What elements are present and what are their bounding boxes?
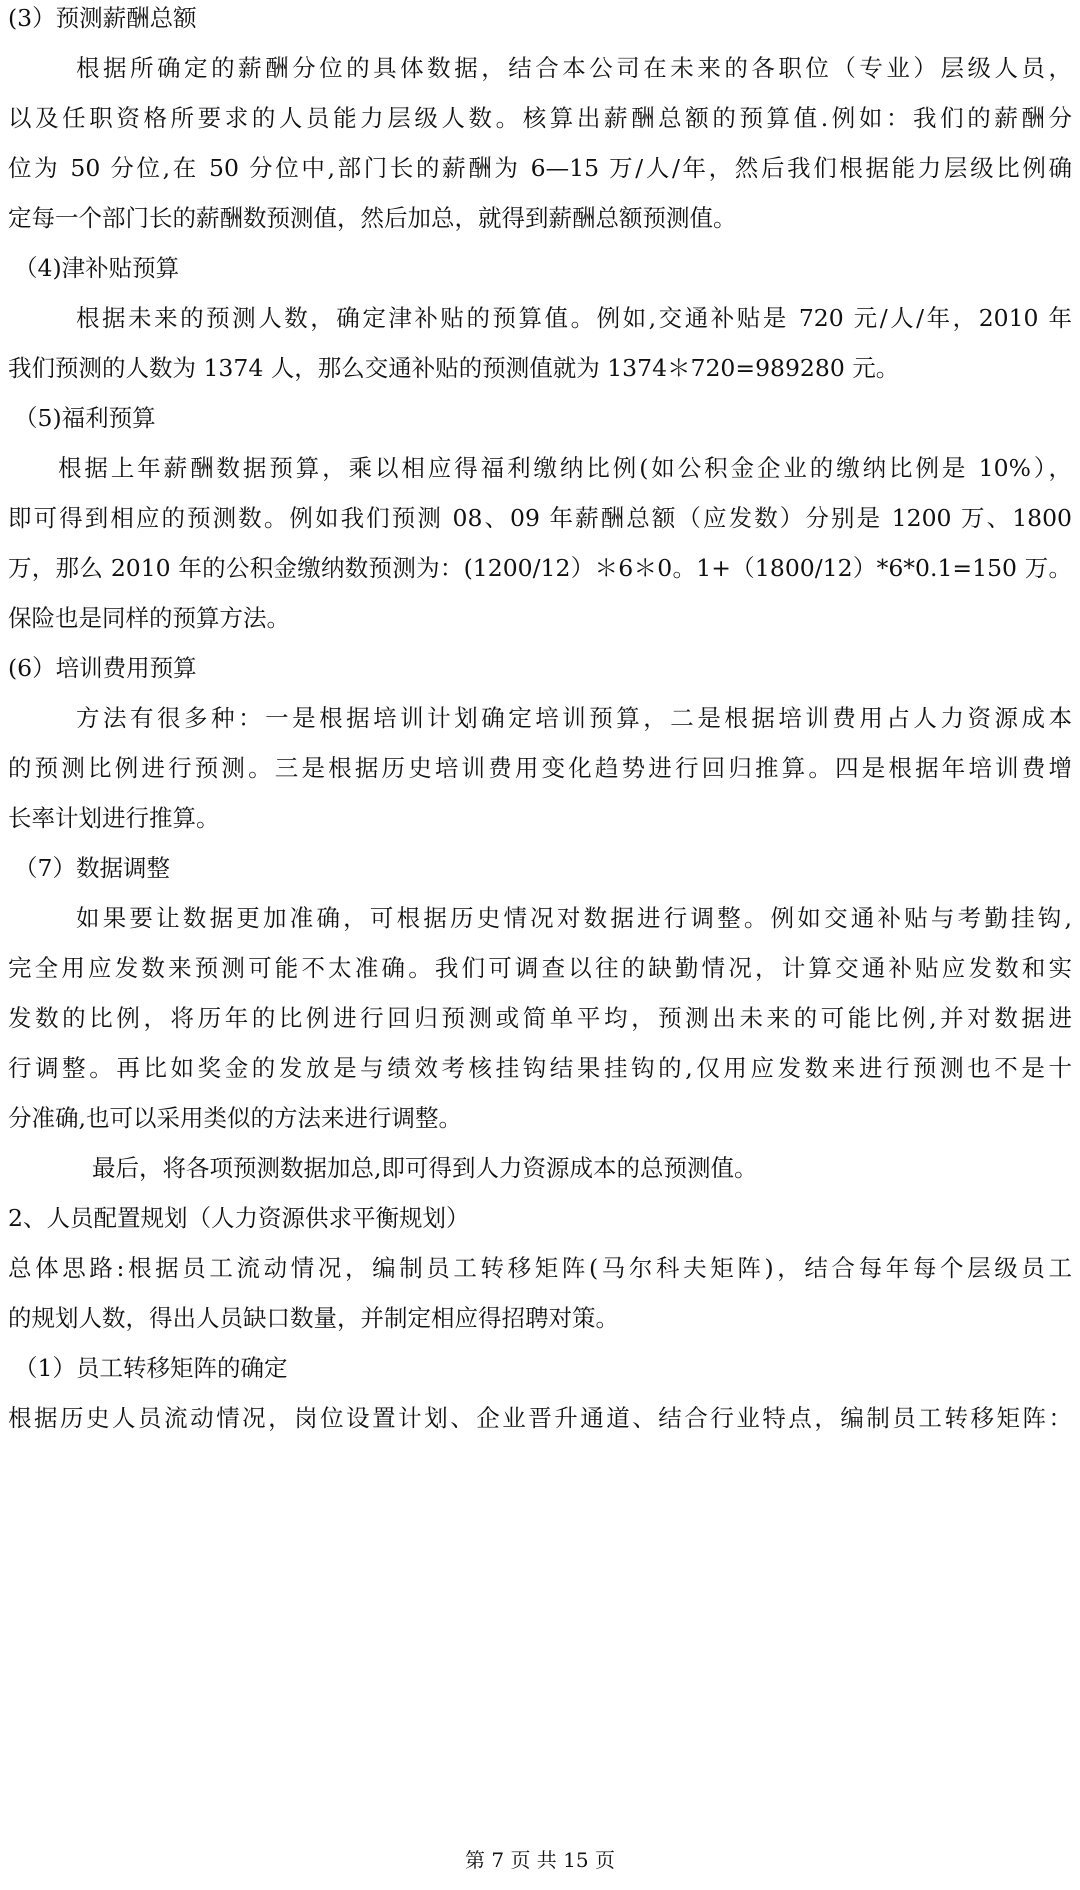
paragraph-line: 完全用应发数来预测可能不太准确。我们可调查以往的缺勤情况，计算交通补贴应发数和实 <box>8 954 1072 982</box>
paragraph-line: 位为 50 分位,在 50 分位中,部门长的薪酬为 6—15 万/人/年，然后我们根据能力层级比例确 <box>8 154 1072 182</box>
paragraph-line: 分准确,也可以采用类似的方法来进行调整。 <box>8 1104 462 1132</box>
paragraph-line: 根据未来的预测人数，确定津补贴的预算值。例如,交通补贴是 720 元/人/年，2010 年 <box>76 304 1072 332</box>
heading-training-budget: (6）培训费用预算 <box>8 654 197 682</box>
paragraph-line: 以及任职资格所要求的人员能力层级人数。核算出薪酬总额的预算值.例如：我们的薪酬分 <box>8 104 1072 132</box>
paragraph-line: 行调整。再比如奖金的发放是与绩效考核挂钩结果挂钩的,仅用应发数来进行预测也不是十 <box>8 1054 1072 1082</box>
heading-allowance-budget: （4)津补贴预算 <box>14 254 180 282</box>
paragraph-line: 定每一个部门长的薪酬数预测值，然后加总，就得到薪酬总额预测值。 <box>8 204 737 232</box>
paragraph-line: 万，那么 2010 年的公积金缴纳数预测为：(1200/12）＊6＊0。1+（1800/12）*6*0.1=150 万。 <box>8 554 1072 582</box>
paragraph-line: 根据上年薪酬数据预算，乘以相应得福利缴纳比例(如公积金企业的缴纳比例是 10%）， <box>58 454 1072 482</box>
heading-data-adjustment: （7）数据调整 <box>14 854 170 882</box>
heading-salary-total: (3）预测薪酬总额 <box>8 4 197 32</box>
heading-staffing-plan: 2、人员配置规划（人力资源供求平衡规划） <box>8 1204 470 1232</box>
paragraph-line: 我们预测的人数为 1374 人，那么交通补贴的预测值就为 1374＊720=989280 元。 <box>8 354 900 382</box>
paragraph-line: 发数的比例，将历年的比例进行回归预测或简单平均，预测出未来的可能比例,并对数据进 <box>8 1004 1072 1032</box>
paragraph-line: 长率计划进行推算。 <box>8 804 220 832</box>
paragraph-line: 总体思路:根据员工流动情况，编制员工转移矩阵(马尔科夫矩阵)，结合每年每个层级员工 <box>8 1254 1072 1282</box>
paragraph-line: 根据历史人员流动情况，岗位设置计划、企业晋升通道、结合行业特点，编制员工转移矩阵： <box>8 1404 1072 1432</box>
paragraph-line-summary: 最后，将各项预测数据加总,即可得到人力资源成本的总预测值。 <box>92 1154 758 1182</box>
page-footer: 第 7 页 共 15 页 <box>465 1848 615 1872</box>
paragraph-line: 保险也是同样的预算方法。 <box>8 604 290 632</box>
paragraph-line: 如果要让数据更加准确，可根据历史情况对数据进行调整。例如交通补贴与考勤挂钩, <box>76 904 1072 932</box>
paragraph-line: 根据所确定的薪酬分位的具体数据，结合本公司在未来的各职位（专业）层级人员， <box>76 54 1072 82</box>
paragraph-line: 的规划人数，得出人员缺口数量，并制定相应得招聘对策。 <box>8 1304 619 1332</box>
paragraph-line: 即可得到相应的预测数。例如我们预测 08、09 年薪酬总额（应发数）分别是 1200 万、1800 <box>8 504 1072 532</box>
heading-welfare-budget: （5)福利预算 <box>14 404 156 432</box>
heading-transfer-matrix: （1）员工转移矩阵的确定 <box>14 1354 288 1382</box>
paragraph-line: 方法有很多种：一是根据培训计划确定培训预算，二是根据培训费用占人力资源成本 <box>76 704 1072 732</box>
paragraph-line: 的预测比例进行预测。三是根据历史培训费用变化趋势进行回归推算。四是根据年培训费增 <box>8 754 1072 782</box>
